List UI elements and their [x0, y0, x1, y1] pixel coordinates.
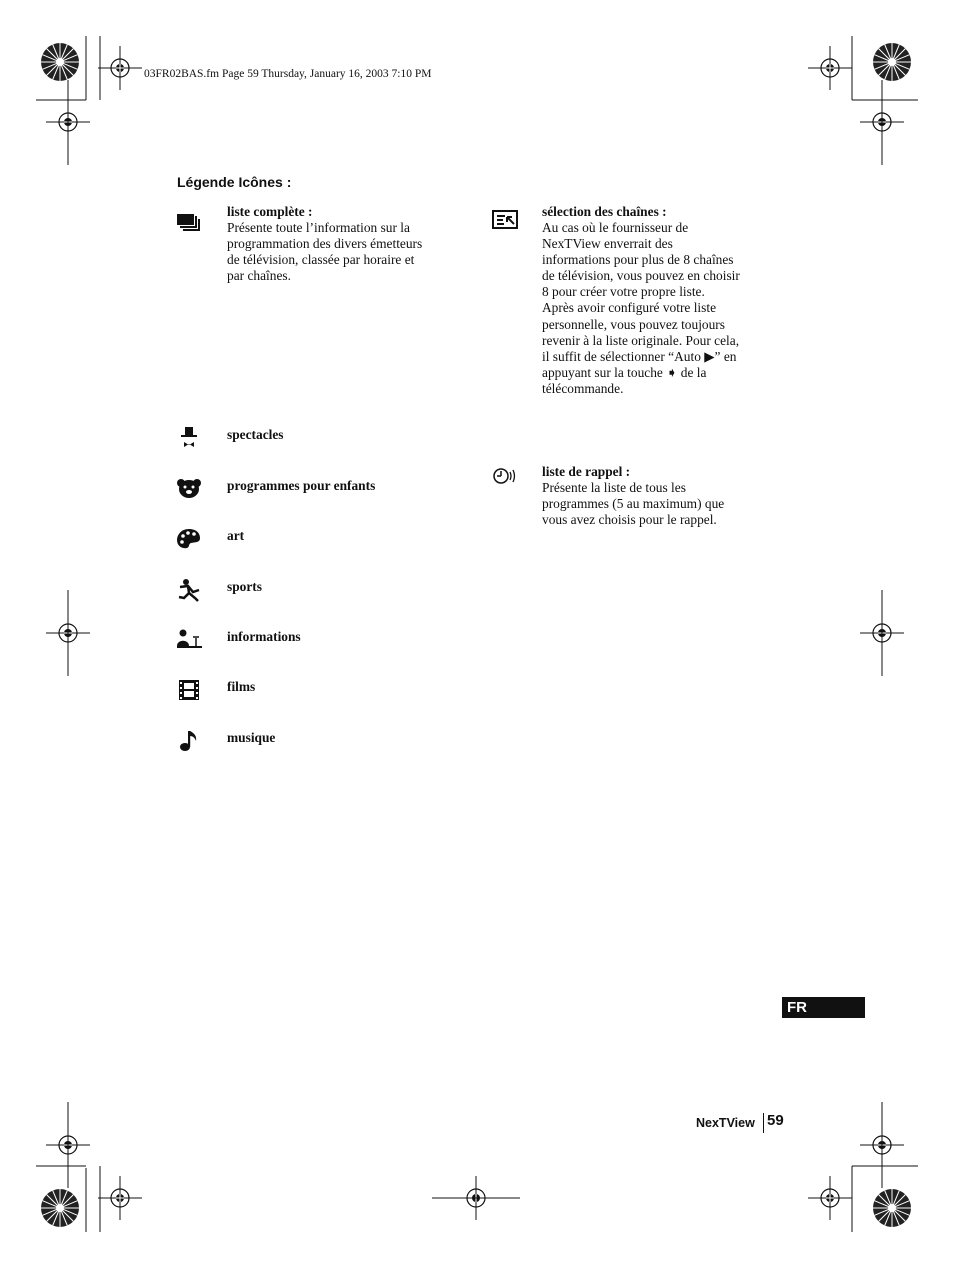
entry-title-sports: sports	[227, 579, 262, 594]
entry-title-liste-rappel: liste de rappel :	[542, 464, 631, 479]
teddy-bear-icon	[176, 477, 202, 501]
entry-body-selection-chaines	[542, 220, 792, 397]
body-line: 8 pour créer votre propre liste.	[542, 284, 705, 300]
body-line: personnelle, vous pouvez toujours	[542, 316, 725, 332]
top-hat-icon	[176, 426, 202, 450]
news-presenter-icon	[176, 628, 202, 652]
body-line: Présente toute l’information sur la	[227, 220, 410, 235]
footer-divider	[763, 1113, 764, 1133]
footer-section-label: NexTView	[696, 1116, 755, 1130]
body-line: NexTView enverrait des	[542, 236, 673, 252]
music-note-icon	[176, 729, 202, 753]
body-line: il suffit de sélectionner “Auto ▶” en	[542, 348, 737, 364]
palette-icon	[176, 527, 202, 551]
entry-title-films: films	[227, 679, 256, 694]
entry-title-spectacles: spectacles	[227, 427, 284, 442]
body-line: revenir à la liste originale. Pour cela,	[542, 332, 740, 348]
entry-body-liste-rappel	[542, 480, 792, 528]
entry-title-musique: musique	[227, 730, 276, 745]
reminder-clock-icon	[492, 465, 518, 489]
entry-body-liste-complete	[227, 220, 467, 284]
language-tab: FR	[782, 997, 865, 1018]
stacked-list-icon	[176, 212, 202, 236]
body-line: Après avoir configuré votre liste	[542, 300, 717, 316]
entry-title-enfants: programmes pour enfants	[227, 478, 376, 493]
body-line: Au cas où le fournisseur de	[542, 220, 689, 235]
section-title: Légende Icônes :	[177, 174, 292, 190]
file-info-header: 03FR02BAS.fm Page 59 Thursday, January 16, 2003 7:10 PM	[144, 68, 432, 80]
channel-select-icon	[492, 209, 518, 233]
body-line: informations pour plus de 8 chaînes	[542, 252, 734, 268]
body-line: appuyant sur la touche ➧ de la	[542, 364, 707, 380]
body-line: Présente la liste de tous les	[542, 480, 686, 495]
entry-title-art: art	[227, 528, 245, 543]
entry-title-selection-chaines: sélection des chaînes :	[542, 204, 667, 219]
entry-title-informations: informations	[227, 629, 301, 644]
body-line: vous avez choisis pour le rappel.	[542, 512, 717, 528]
body-line: par chaînes.	[227, 268, 291, 284]
body-line: programmes (5 au maximum) que	[542, 496, 725, 512]
body-line: de télévision, vous pouvez en choisir	[542, 268, 740, 284]
runner-icon	[176, 578, 202, 602]
page-number: 59	[767, 1112, 784, 1129]
body-line: de télévision, classée par horaire et	[227, 252, 415, 268]
film-strip-icon	[176, 678, 202, 702]
entry-title-liste-complete: liste complète :	[227, 204, 313, 219]
body-line: programmation des divers émetteurs	[227, 236, 423, 252]
body-line: télécommande.	[542, 380, 624, 396]
